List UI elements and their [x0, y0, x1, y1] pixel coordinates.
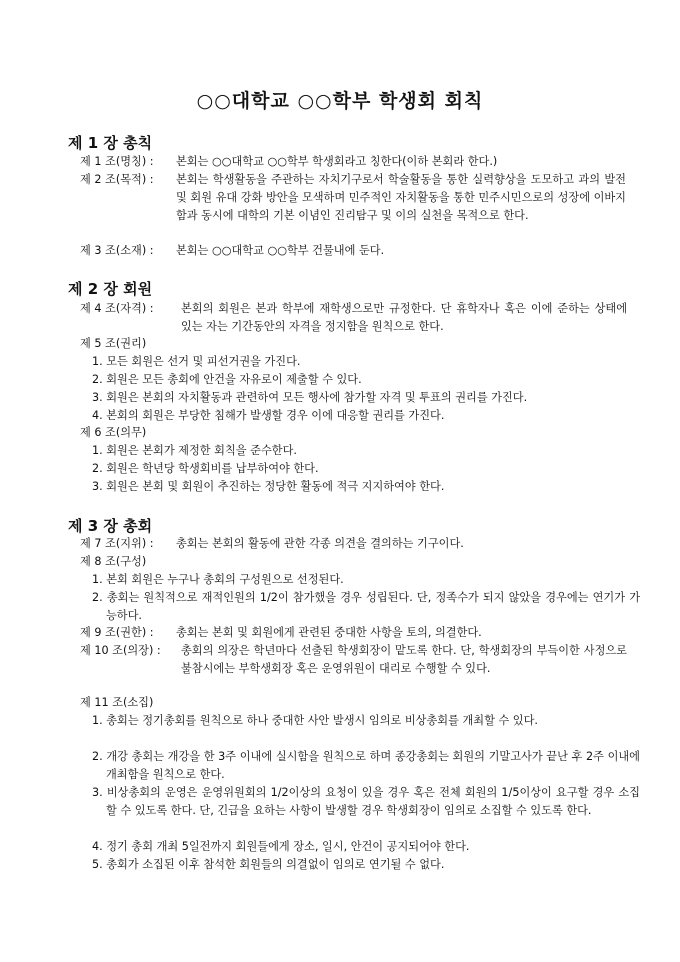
article-10-text: 총회의 의장은 학년마다 선출된 학생회장이 맡도록 한다. 단, 학생회장의 부득이한 사정으로 불참시에는 부학생회장 혹은 운영위원이 대리로 수행할 수 있다.	[181, 644, 627, 675]
article-11-item: 3. 비상총회의 운영은 운영위원회의 1/2이상의 요청이 있을 경우 혹은 전체 회원의 1/5이상이 요구할 경우 소집할 수 있도록 한다. 단, 긴급을 요하는 사항이 발생할 경우 학생회장이 임의로 소집할 수 있도록 한다.	[92, 786, 640, 817]
chapter-2-heading: 제 2 장 회원	[68, 280, 153, 298]
article-6-item: 1. 회원은 본회가 제정한 회칙을 준수한다.	[92, 444, 297, 457]
chapter-3-heading: 제 3 장 총회	[68, 517, 153, 535]
article-9-label: 제 9 조(권한) :	[80, 626, 154, 639]
article-5-item: 3. 회원은 본회의 자치활동과 관련하여 모든 행사에 참가할 자격 및 투표의 권리를 가진다.	[92, 391, 528, 404]
article-7-label: 제 7 조(지위) :	[80, 537, 154, 550]
article-6-item: 2. 회원은 학년당 학생회비를 납부하여야 한다.	[92, 462, 319, 475]
article-11-item: 1. 총회는 정기총회를 원칙으로 하나 중대한 사안 발생시 임의로 비상총회를 개최할 수 있다.	[92, 714, 538, 727]
article-11-label: 제 11 조(소집)	[80, 696, 154, 709]
article-5-item: 4. 본회의 회원은 부당한 침해가 발생할 경우 이에 대응할 권리를 가진다.	[92, 409, 445, 422]
article-5-label: 제 5 조(권리)	[80, 337, 147, 350]
article-2-text: 본회는 학생활동을 주관하는 자치기구로서 학술활동을 통한 실력향상을 도모하고 과의 발전 및 회원 유대 강화 방안을 모색하며 민주적인 자치활동을 통한 민주시민으로의 성장에 이바지함과 동시에 대학의 기본 이념인 진리탐구 및 이의 실천을 목적으로 한다.	[176, 173, 626, 222]
article-8-item: 1. 본회 회원은 누구나 총회의 구성원으로 선정된다.	[92, 573, 344, 586]
article-5-item: 2. 회원은 모든 총회에 안건을 자유로이 제출할 수 있다.	[92, 373, 362, 386]
article-2-label: 제 2 조(목적) :	[80, 173, 154, 186]
article-10-label: 제 10 조(의장) :	[80, 644, 161, 657]
article-3-label: 제 3 조(소재) :	[80, 244, 154, 257]
article-11-item: 2. 개강 총회는 개강을 한 3주 이내에 실시함을 원칙으로 하며 종강총회는 회원의 기말고사가 끝난 후 2주 이내에 개최함을 원칙으로 한다.	[92, 750, 640, 781]
article-1-label: 제 1 조(명칭) :	[80, 155, 154, 168]
article-4-label: 제 4 조(자격) :	[80, 302, 154, 315]
article-9-text: 총회는 본회 및 회원에게 관련된 중대한 사항을 토의, 의결한다.	[176, 626, 482, 639]
chapter-1-heading: 제 1 장 총칙	[68, 134, 153, 152]
article-7-text: 총회는 본회의 활동에 관한 각종 의견을 결의하는 기구이다.	[176, 537, 464, 550]
article-1-text: 본회는 ○○대학교 ○○학부 학생회라고 칭한다(이하 본회라 한다.)	[176, 155, 498, 168]
article-8-label: 제 8 조(구성)	[80, 555, 147, 568]
document-title: ○○대학교 ○○학부 학생회 회칙	[196, 90, 484, 112]
article-4-text: 본회의 회원은 본과 학부에 재학생으로만 규정한다. 단 휴학자나 혹은 이에 준하는 상태에 있는 자는 기간동안의 자격을 정지함을 원칙으로 한다.	[181, 302, 627, 333]
article-6-label: 제 6 조(의무)	[80, 426, 147, 439]
article-11-item: 4. 정기 총회 개최 5일전까지 회원들에게 장소, 일시, 안건이 공지되어야 한다.	[92, 840, 470, 853]
article-6-item: 3. 회원은 본회 및 회원이 추진하는 정당한 활동에 적극 지지하여야 한다.	[92, 480, 445, 493]
article-8-item: 2. 총회는 원칙적으로 재적인원의 1/2이 참가했을 경우 성립된다. 단, 정족수가 되지 않았을 경우에는 연기가 가능하다.	[92, 591, 640, 622]
article-3-text: 본회는 ○○대학교 ○○학부 건물내에 둔다.	[176, 244, 385, 257]
article-5-item: 1. 모든 회원은 선거 및 피선거권을 가진다.	[92, 355, 301, 368]
article-11-item: 5. 총회가 소집된 이후 참석한 회원들의 의결없이 임의로 연기될 수 없다.	[92, 858, 445, 871]
